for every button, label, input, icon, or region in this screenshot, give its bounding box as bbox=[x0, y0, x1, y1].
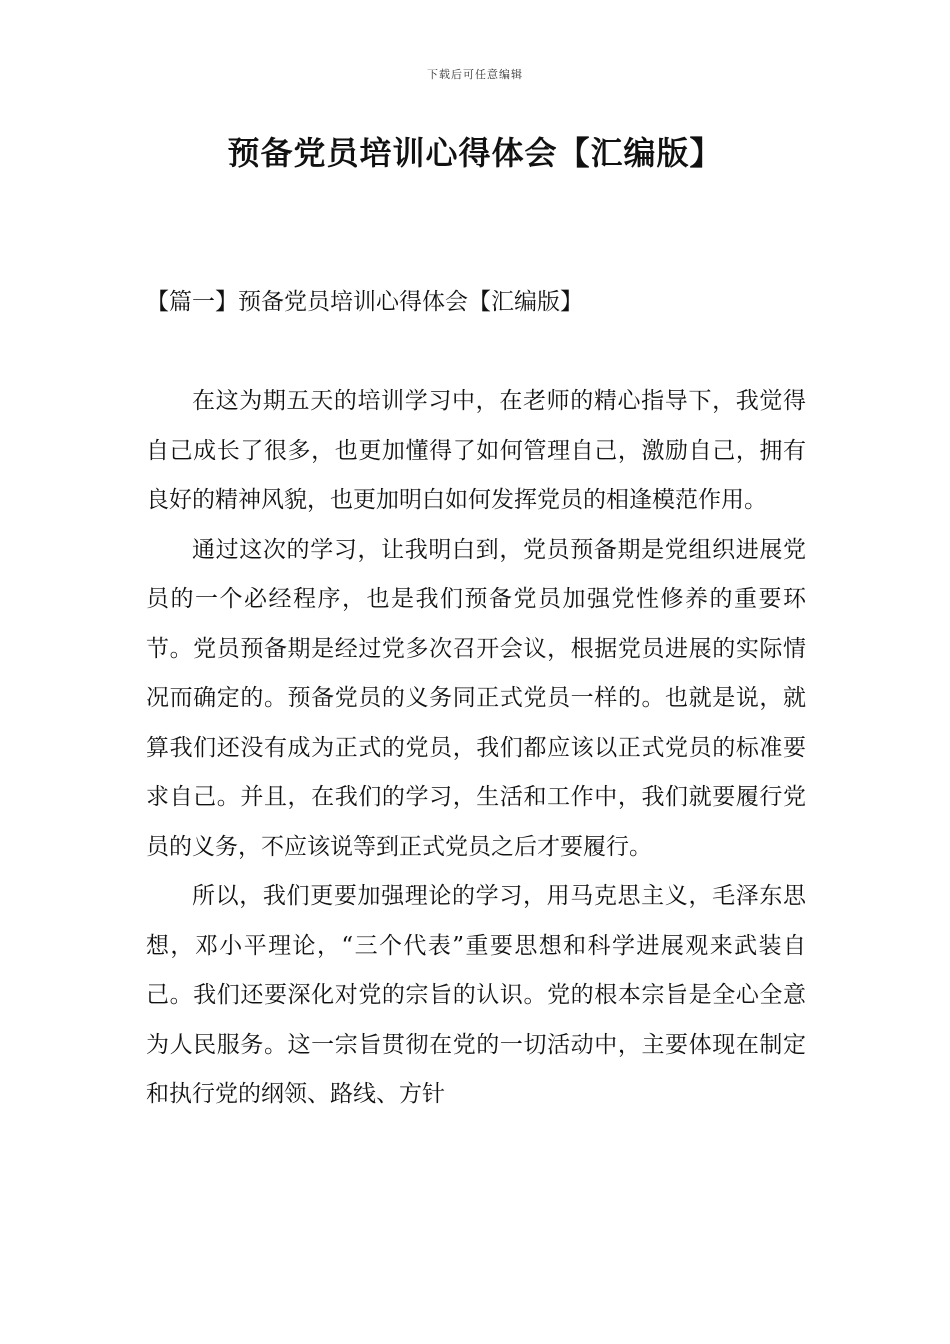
paragraph: 所以，我们更要加强理论的学习，用马克思主义，毛泽东思想，邓小平理论，“三个代表”重要思想和科学进展观来武装自己。我们还要深化对党的宗旨的认识。党的根本宗旨是全心全意为人民服务。这一宗旨贯彻在党的一切活动中，主要体现在制定和执行党的纲领、路线、方针 bbox=[146, 883, 806, 1107]
section-heading: 【篇一】预备党员培训心得体会【汇编版】 bbox=[146, 289, 583, 315]
paragraph: 通过这次的学习，让我明白到，党员预备期是党组织进展党员的一个必经程序，也是我们预备党员加强党性修养的重要环节。党员预备期是经过党多次召开会议，根据党员进展的实际情况而确定的。预备党员的义务同正式党员一样的。也就是说，就算我们还没有成为正式的党员，我们都应该以正式党员的标准要求自己。并且，在我们的学习，生活和工作中，我们就要履行党员的义务，不应该说等到正式党员之后才要履行。 bbox=[146, 536, 806, 860]
paragraph: 在这为期五天的培训学习中，在老师的精心指导下，我觉得自己成长了很多，也更加懂得了如何管理自己，激励自己，拥有良好的精神风貌，也更加明白如何发挥党员的相逢模范作用。 bbox=[146, 388, 806, 513]
body-text bbox=[146, 377, 806, 1120]
header-note: 下载后可任意编辑 bbox=[427, 68, 523, 81]
document-title: 预备党员培训心得体会【汇编版】 bbox=[227, 134, 723, 172]
